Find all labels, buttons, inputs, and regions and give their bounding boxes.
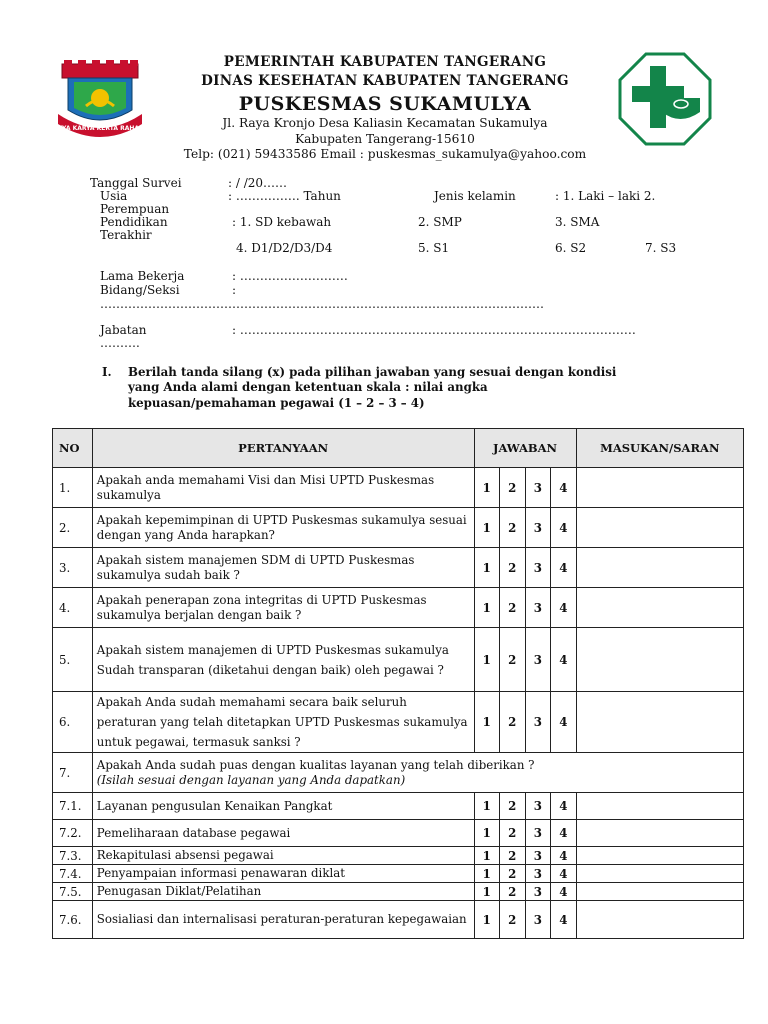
table-header-row: [53, 429, 744, 468]
answer-option-2[interactable]: 2: [500, 820, 526, 847]
row-number: 5.: [53, 628, 93, 692]
table-row: [53, 588, 744, 628]
row-number: 7.3.: [53, 847, 93, 865]
table-row: [53, 883, 744, 901]
address-line1: Jl. Raya Kronjo Desa Kaliasin Kecamatan Sukamulya: [222, 116, 548, 130]
advice-cell[interactable]: [576, 628, 743, 692]
answer-option-4[interactable]: 4: [551, 883, 577, 901]
row-question: Penugasan Diklat/Pelatihan: [92, 883, 474, 901]
answer-option-2[interactable]: 2: [500, 588, 526, 628]
answer-option-1[interactable]: 1: [474, 692, 500, 753]
answer-option-4[interactable]: 4: [551, 508, 577, 548]
instruction-line2: yang Anda alami dengan ketentuan skala : nilai angka: [128, 380, 488, 394]
header-line1: PEMERINTAH KABUPATEN TANGERANG: [223, 54, 547, 70]
puskesmas-logo-icon: [618, 52, 712, 146]
answer-option-3[interactable]: 3: [525, 548, 551, 588]
answer-option-1[interactable]: 1: [474, 847, 500, 865]
answer-option-3[interactable]: 3: [525, 847, 551, 865]
lama-bekerja-field[interactable]: : ………………………: [232, 269, 348, 283]
header-title: PUSKESMAS SUKAMULYA: [238, 93, 532, 115]
header-answer: JAWABAN: [474, 429, 576, 468]
row-question: Penyampaian informasi penawaran diklat: [92, 865, 474, 883]
pendidikan-option-2[interactable]: 2. SMP: [418, 215, 462, 229]
header-line2: DINAS KESEHATAN KABUPATEN TANGERANG: [201, 73, 569, 89]
advice-cell[interactable]: [576, 820, 743, 847]
answer-option-3[interactable]: 3: [525, 883, 551, 901]
answer-option-3[interactable]: 3: [525, 793, 551, 820]
answer-option-4[interactable]: 4: [551, 847, 577, 865]
advice-cell[interactable]: [576, 692, 743, 753]
pendidikan-option-6[interactable]: 6. S2: [555, 241, 587, 255]
pendidikan-option-4[interactable]: 4. D1/D2/D3/D4: [236, 241, 333, 255]
row-question: Pemeliharaan database pegawai: [92, 820, 474, 847]
answer-option-3[interactable]: 3: [525, 508, 551, 548]
answer-option-1[interactable]: 1: [474, 793, 500, 820]
answer-option-4[interactable]: 4: [551, 468, 577, 508]
answer-option-2[interactable]: 2: [500, 548, 526, 588]
answer-option-4[interactable]: 4: [551, 588, 577, 628]
answer-option-3[interactable]: 3: [525, 820, 551, 847]
answer-option-3[interactable]: 3: [525, 468, 551, 508]
table-row: [53, 847, 744, 865]
row-number: 1.: [53, 468, 93, 508]
answer-option-4[interactable]: 4: [551, 820, 577, 847]
instruction-line3: kepuasan/pemahaman pegawai (1 – 2 – 3 – 4): [128, 396, 425, 410]
table-row: [53, 692, 744, 753]
row-question: Apakah penerapan zona integritas di UPTD Puskesmas sukamulya berjalan dengan baik ?: [92, 588, 474, 628]
usia-label: Usia: [100, 189, 128, 203]
row-note: (Isilah sesuai dengan layanan yang Anda dapatkan): [96, 772, 406, 787]
answer-option-1[interactable]: 1: [474, 865, 500, 883]
answer-option-2[interactable]: 2: [500, 628, 526, 692]
row-question: Apakah Anda sudah puas dengan kualitas layanan yang telah diberikan ?: [96, 757, 535, 772]
answer-option-4[interactable]: 4: [551, 548, 577, 588]
row-question: Apakah kepemimpinan di UPTD Puskesmas sukamulya sesuai dengan yang Anda harapkan?: [92, 508, 474, 548]
answer-option-3[interactable]: 3: [525, 901, 551, 939]
header-advice: MASUKAN/SARAN: [576, 429, 743, 468]
seal-motto: SATYA KARYA KERTA RAHARJA: [49, 125, 151, 132]
row-number: 7.1.: [53, 793, 93, 820]
bidang-field[interactable]: …………………………………………………………………………………………………: [100, 297, 544, 311]
answer-option-1[interactable]: 1: [474, 588, 500, 628]
table-row: [53, 628, 744, 692]
row-number: 4.: [53, 588, 93, 628]
answer-option-4[interactable]: 4: [551, 793, 577, 820]
advice-cell[interactable]: [576, 865, 743, 883]
answer-option-2[interactable]: 2: [500, 883, 526, 901]
row-question: Sosialiasi dan internalisasi peraturan-peraturan kepegawaian: [92, 901, 474, 939]
advice-cell[interactable]: [576, 901, 743, 939]
answer-option-3[interactable]: 3: [525, 692, 551, 753]
row-question: Layanan pengusulan Kenaikan Pangkat: [92, 793, 474, 820]
advice-cell[interactable]: [576, 548, 743, 588]
answer-option-4[interactable]: 4: [551, 628, 577, 692]
answer-option-1[interactable]: 1: [474, 508, 500, 548]
jenis-kelamin-label: Jenis kelamin: [434, 189, 516, 203]
answer-option-2[interactable]: 2: [500, 508, 526, 548]
row-number: 6.: [53, 692, 93, 753]
answer-option-1[interactable]: 1: [474, 820, 500, 847]
answer-option-2[interactable]: 2: [500, 901, 526, 939]
advice-cell[interactable]: [576, 883, 743, 901]
table-row: [53, 508, 744, 548]
answer-option-2[interactable]: 2: [500, 793, 526, 820]
jabatan-field[interactable]: : ………………………………………………………………………………………: [232, 323, 636, 337]
answer-option-1[interactable]: 1: [474, 468, 500, 508]
row-number: 7.: [53, 753, 93, 793]
jabatan-dots: ……….: [100, 336, 140, 350]
jenis-kelamin-options[interactable]: : 1. Laki – laki 2.: [555, 189, 656, 203]
pendidikan-option-5[interactable]: 5. S1: [418, 241, 450, 255]
answer-option-2[interactable]: 2: [500, 468, 526, 508]
table-row: [53, 820, 744, 847]
pendidikan-option-3[interactable]: 3. SMA: [555, 215, 600, 229]
row-number: 7.5.: [53, 883, 93, 901]
contact-line: Telp: (021) 59433586 Email : puskesmas_sukamulya@yahoo.com: [183, 147, 587, 161]
answer-option-1[interactable]: 1: [474, 901, 500, 939]
answer-option-3[interactable]: 3: [525, 865, 551, 883]
table-row: [53, 753, 744, 793]
tanggal-field[interactable]: : / /20……: [228, 176, 288, 190]
row-question: Rekapitulasi absensi pegawai: [92, 847, 474, 865]
row-question: Apakah anda memahami Visi dan Misi UPTD Puskesmas sukamulya: [92, 468, 474, 508]
advice-cell[interactable]: [576, 468, 743, 508]
answer-option-2[interactable]: 2: [500, 865, 526, 883]
advice-cell[interactable]: [576, 508, 743, 548]
bidang-colon: :: [232, 283, 237, 297]
jabatan-label: Jabatan: [100, 323, 147, 337]
table-row: [53, 468, 744, 508]
bidang-label: Bidang/Seksi: [100, 283, 180, 297]
pendidikan-label: Pendidikan: [100, 215, 168, 229]
advice-cell[interactable]: [576, 847, 743, 865]
answer-option-1[interactable]: 1: [474, 628, 500, 692]
lama-bekerja-label: Lama Bekerja: [100, 269, 185, 283]
table-row: [53, 548, 744, 588]
answer-option-3[interactable]: 3: [525, 628, 551, 692]
address-line2: Kabupaten Tangerang-15610: [295, 132, 475, 146]
pendidikan-option-7[interactable]: 7. S3: [645, 241, 677, 255]
row-number: 7.4.: [53, 865, 93, 883]
header-question: PERTANYAAN: [92, 429, 474, 468]
answer-option-4[interactable]: 4: [551, 692, 577, 753]
answer-option-1[interactable]: 1: [474, 548, 500, 588]
answer-option-1[interactable]: 1: [474, 883, 500, 901]
row-number: 2.: [53, 508, 93, 548]
row-number: 3.: [53, 548, 93, 588]
table-row: [53, 865, 744, 883]
perempuan-text: Perempuan: [100, 202, 170, 216]
answer-option-2[interactable]: 2: [500, 692, 526, 753]
row-question-merged: [92, 753, 743, 793]
pendidikan-option-1[interactable]: : 1. SD kebawah: [232, 215, 332, 229]
answer-option-4[interactable]: 4: [551, 901, 577, 939]
row-question: Apakah sistem manajemen di UPTD Puskesmas sukamulya Sudah transparan (diketahui dengan baik) oleh pegawai ?: [92, 628, 474, 692]
row-number: 7.2.: [53, 820, 93, 847]
questionnaire-table: [52, 428, 744, 939]
usia-field[interactable]: : ……………. Tahun: [228, 189, 341, 203]
table-row: [53, 901, 744, 939]
answer-option-3[interactable]: 3: [525, 588, 551, 628]
row-number: 7.6.: [53, 901, 93, 939]
instruction-number: I.: [102, 365, 112, 379]
terakhir-label: Terakhir: [100, 228, 152, 242]
row-question: Apakah sistem manajemen SDM di UPTD Puskesmas sukamulya sudah baik ?: [92, 548, 474, 588]
row-question: Apakah Anda sudah memahami secara baik seluruh peraturan yang telah ditetapkan UPTD Puskesmas sukamulya untuk pegawai, termasuk sanksi ?: [92, 692, 474, 753]
instruction-line1: Berilah tanda silang (x) pada pilihan jawaban yang sesuai dengan kondisi: [128, 365, 617, 379]
answer-option-4[interactable]: 4: [551, 865, 577, 883]
advice-cell[interactable]: [576, 793, 743, 820]
answer-option-2[interactable]: 2: [500, 847, 526, 865]
header-no: NO: [53, 429, 93, 468]
table-row: [53, 793, 744, 820]
tanggal-label: Tanggal Survei: [90, 176, 182, 190]
advice-cell[interactable]: [576, 588, 743, 628]
